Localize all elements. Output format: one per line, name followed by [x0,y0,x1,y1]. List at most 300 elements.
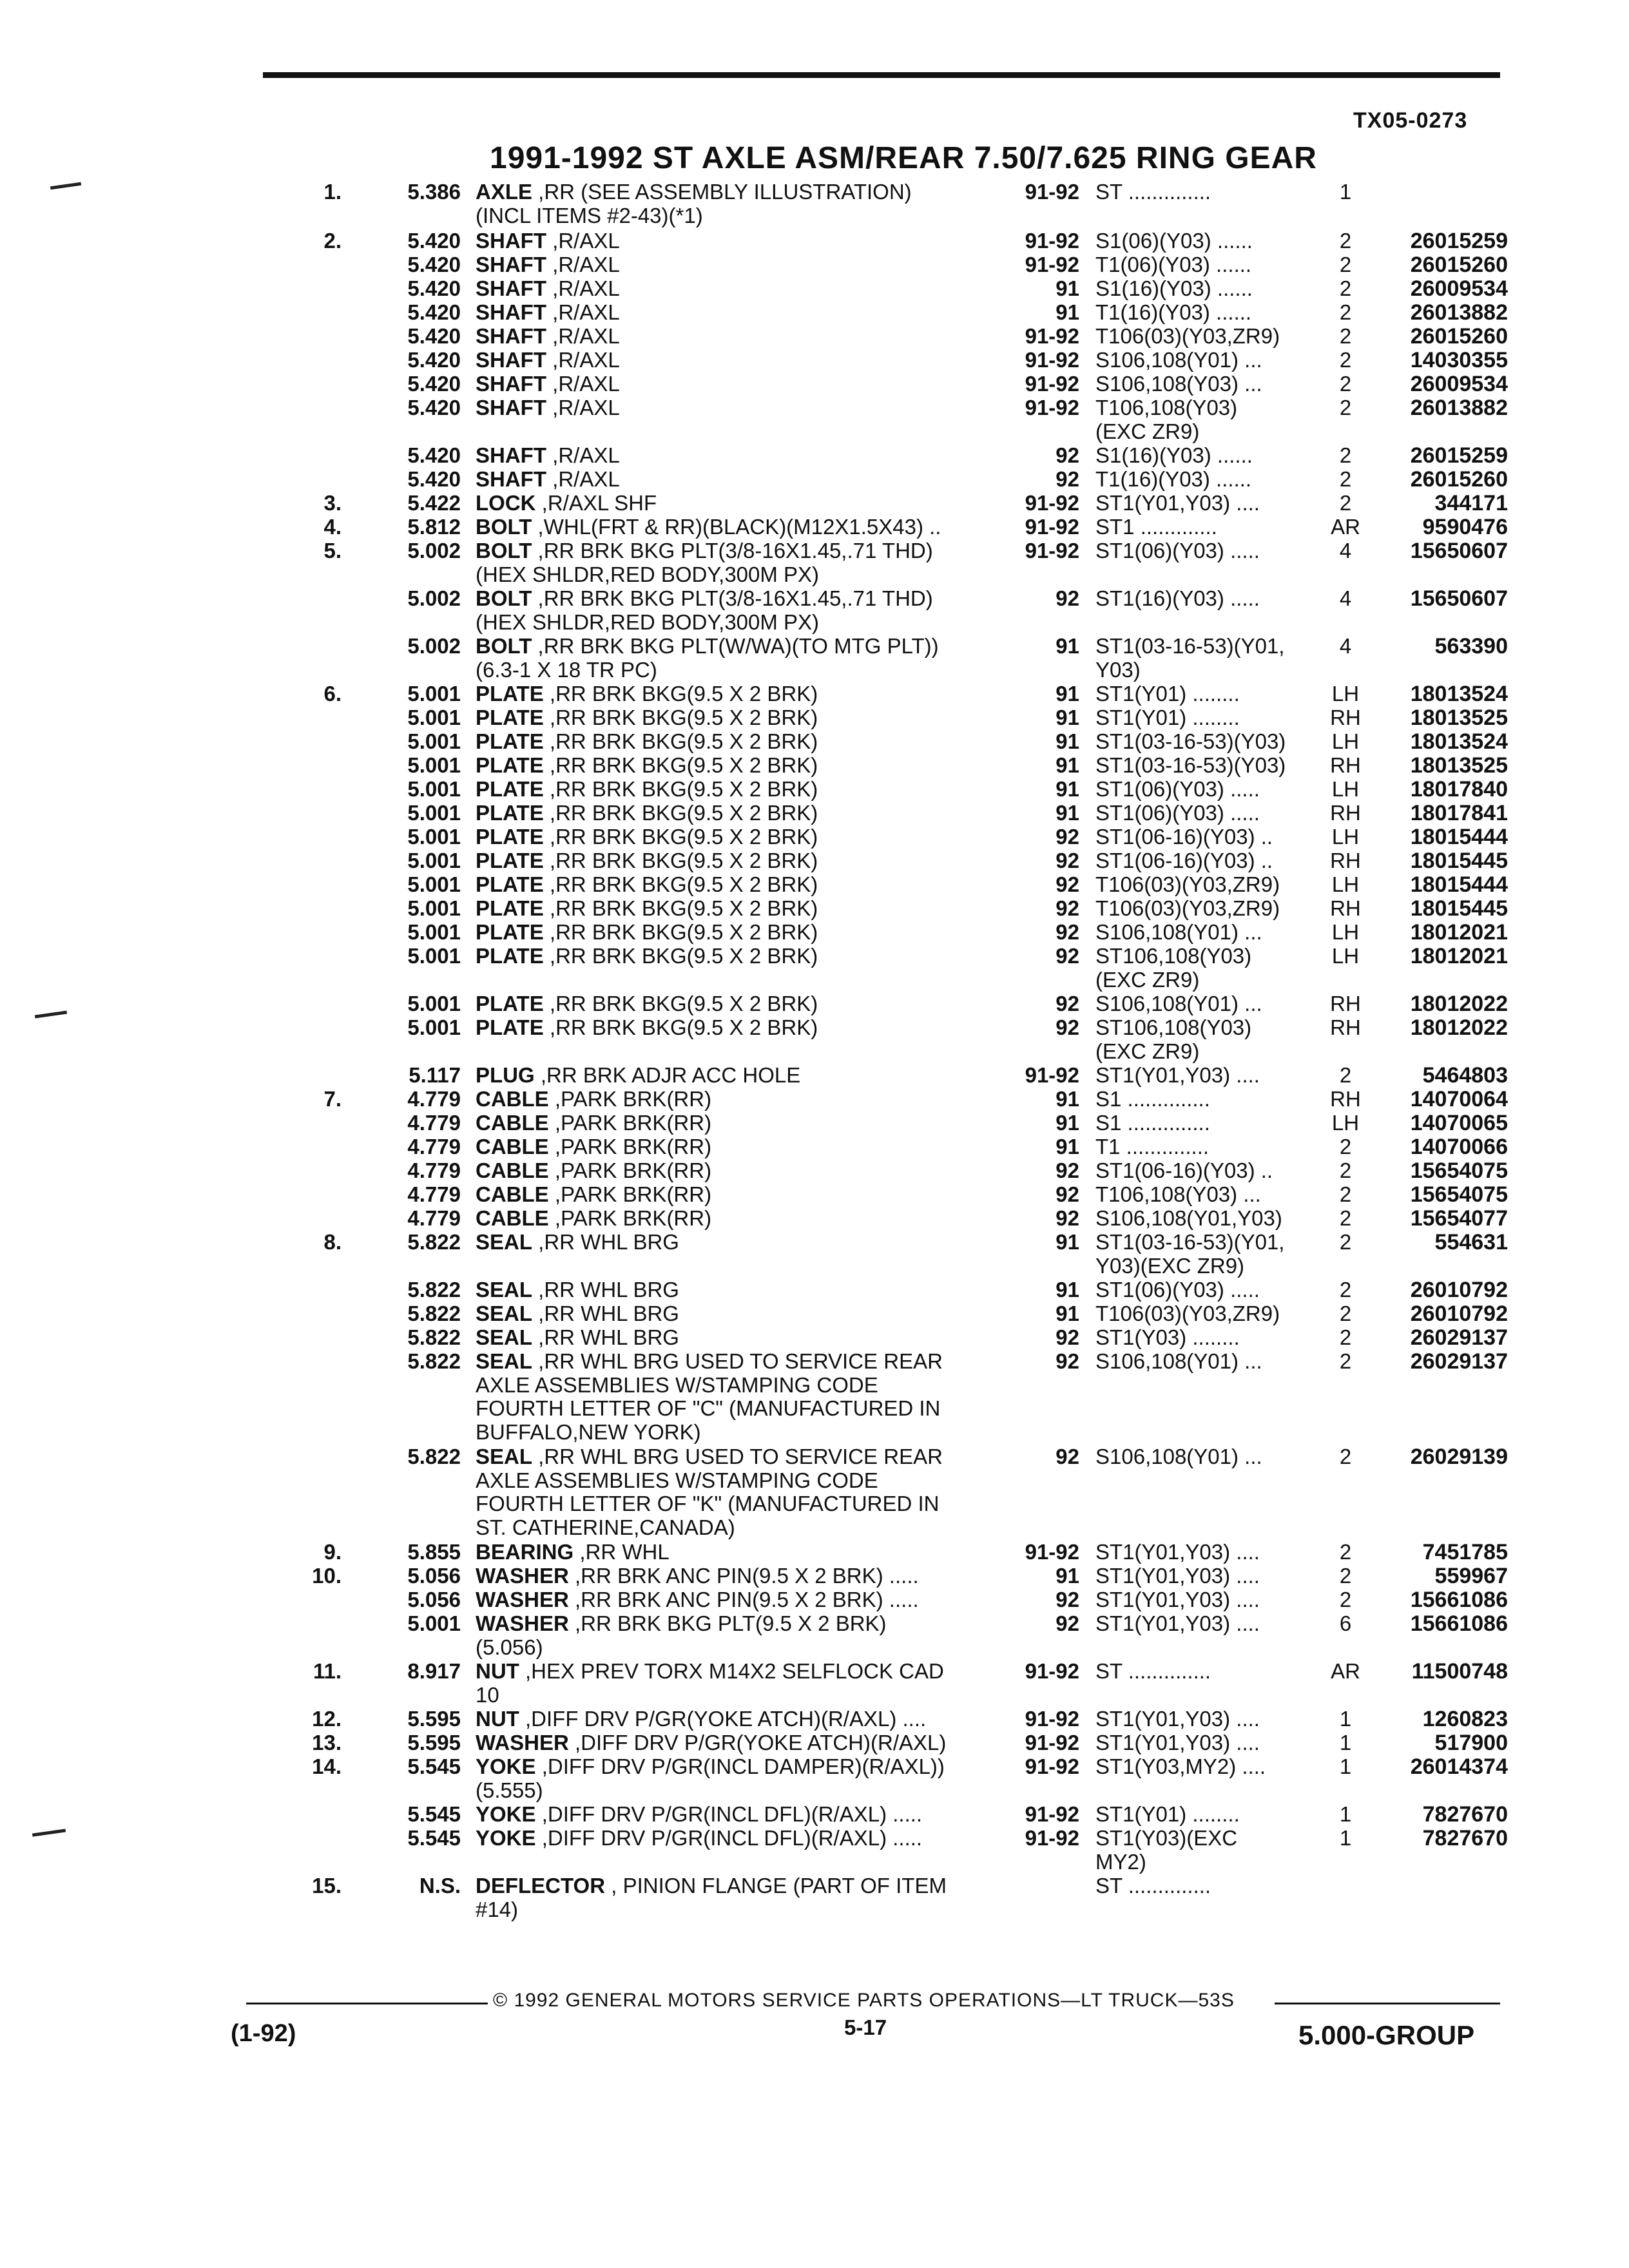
part-description [476,1135,1010,1159]
page-number: 5-17 [844,2015,887,2039]
model-year: 91-92 [1025,229,1079,253]
part-detail: ,R/AXL [546,372,620,396]
model-year: 91 [1055,801,1079,825]
part-number: 18013525 [1410,753,1508,778]
model-year: 91-92 [1025,515,1079,539]
part-description [476,730,1010,754]
quantity: 2 [1339,300,1352,324]
quantity: 4 [1339,634,1352,658]
model-year: 92 [1055,586,1079,610]
part-number: 26015260 [1410,324,1508,349]
part-description [476,1278,1010,1302]
group-number: 5.056 [407,1564,461,1588]
part-name: PLATE [476,706,544,729]
model-code: ST1(03-16-53)(Y01, Y03) [1095,635,1285,682]
group-number: 5.056 [407,1588,461,1611]
quantity: RH [1330,1087,1361,1111]
part-description [476,1707,1010,1731]
part-detail: ,RR BRK BKG(9.5 X 2 BRK) [543,921,818,944]
model-code: S106,108(Y01) ... [1095,992,1262,1015]
part-name: SHAFT [476,444,546,467]
part-number: 7827670 [1422,1826,1508,1850]
group-number: 5.001 [407,944,461,968]
quantity: 4 [1339,539,1352,562]
group-number: 5.855 [407,1540,461,1564]
model-code: ST .............. [1095,1660,1211,1683]
part-name: SHAFT [476,229,546,253]
item-number: 4. [323,515,342,539]
part-description [476,515,1010,539]
quantity: 2 [1339,1302,1352,1325]
part-detail: ,RR BRK BKG(9.5 X 2 BRK) [543,682,818,706]
model-year: 91 [1055,753,1079,777]
part-detail: ,RR BRK ANC PIN(9.5 X 2 BRK) ..... [568,1564,919,1588]
part-description [476,325,1010,349]
part-description [476,802,1010,825]
part-detail: ,RR BRK BKG PLT(3/8-16X1.45,.71 THD) (HEX SHLDR,RED BODY,300M PX) [476,539,933,586]
model-code: S1 .............. [1095,1088,1210,1111]
part-number: 18015445 [1410,896,1508,921]
item-number: 11. [313,1659,342,1683]
part-detail: ,PARK BRK(RR) [548,1183,712,1206]
part-number: 14070065 [1410,1111,1508,1135]
part-description [476,492,1010,515]
model-code: S106,108(Y01) ... [1095,349,1262,372]
part-name: SHAFT [476,396,546,419]
part-number: 15661086 [1410,1588,1508,1612]
part-detail: ,R/AXL [546,301,620,324]
part-name: WASHER [476,1731,569,1754]
quantity: 2 [1339,1182,1352,1206]
part-name: LOCK [476,492,536,515]
part-detail: ,PARK BRK(RR) [548,1135,712,1158]
part-detail: ,R/AXL [546,444,620,467]
group-number: 5.420 [407,253,461,276]
part-description [476,778,1010,802]
part-detail: ,RR BRK BKG(9.5 X 2 BRK) [543,778,818,801]
part-detail: ,RR BRK BKG PLT(3/8-16X1.45,.71 THD) (HEX SHLDR,RED BODY,300M PX) [476,587,933,634]
model-code: T106,108(Y03) (EXC ZR9) [1095,396,1238,443]
model-year: 92 [1055,443,1079,467]
model-year: 92 [1055,1325,1079,1349]
quantity: 2 [1339,324,1352,348]
group-number: 5.001 [407,825,461,849]
part-number: 26029137 [1410,1325,1508,1350]
model-code: T106,108(Y03) ... [1095,1183,1261,1206]
item-number: 10. [312,1564,342,1588]
quantity: 2 [1339,1063,1352,1087]
model-code: S106,108(Y03) ... [1095,372,1262,396]
footer-rule-left [246,2003,488,2004]
part-name: PLATE [476,992,544,1015]
model-code: ST1(03-16-53)(Y03) [1095,754,1286,777]
part-number: 26015259 [1410,443,1508,468]
group-number: 5.420 [407,229,461,253]
part-number: 14070064 [1410,1087,1508,1111]
group-number: 5.545 [407,1802,461,1826]
quantity: 2 [1339,443,1352,467]
group-number: 5.420 [407,372,461,396]
part-number: 26013882 [1410,396,1508,420]
part-name: YOKE [476,1755,536,1778]
item-number: 15. [312,1874,342,1898]
model-code: ST1(Y01,Y03) .... [1095,1064,1260,1087]
group-number: 5.822 [407,1349,461,1373]
part-number: 26009534 [1410,276,1508,301]
group-number: 5.420 [407,396,461,419]
part-name: NUT [476,1660,519,1683]
part-number: 18017840 [1410,777,1508,802]
model-year: 91 [1055,1278,1079,1302]
part-name: SEAL [476,1350,533,1373]
quantity: 1 [1339,1731,1352,1754]
part-number: 11500748 [1411,1659,1508,1684]
quantity: 2 [1339,396,1352,419]
part-description [476,1207,1010,1231]
quantity: 1 [1339,1826,1352,1850]
part-description [476,277,1010,301]
item-number: 5. [323,539,342,562]
part-name: PLATE [476,1016,544,1039]
group-number: 5.420 [407,324,461,348]
model-year: 91 [1055,706,1079,729]
model-code: ST1(Y01) ........ [1095,1803,1240,1826]
model-code: S106,108(Y01) ... [1095,1350,1262,1373]
model-code: ST1(06-16)(Y03) .. [1095,849,1273,872]
group-number: 5.812 [407,515,461,539]
part-number: 18013524 [1410,729,1508,754]
part-number: 18015444 [1410,872,1508,897]
part-detail: ,RR BRK BKG PLT(9.5 X 2 BRK) (5.056) [476,1612,887,1659]
part-number: 15654077 [1410,1206,1508,1231]
group-number: 5.822 [407,1445,461,1468]
group-number: 5.117 [409,1063,461,1087]
model-year: 91 [1055,1111,1079,1135]
part-detail: ,R/AXL [546,253,620,276]
part-detail: ,RR BRK BKG(9.5 X 2 BRK) [543,873,818,896]
group-number: 5.422 [407,491,461,515]
model-year: 91-92 [1025,1731,1079,1754]
quantity: RH [1330,1015,1361,1039]
part-name: AXLE [476,180,533,204]
model-code: ST1(06)(Y03) ..... [1095,802,1260,825]
part-name: SHAFT [476,277,546,300]
model-code: ST1(06)(Y03) ..... [1095,1278,1260,1302]
model-year: 92 [1055,1588,1079,1611]
part-detail: ,RR WHL BRG USED TO SERVICE REAR AXLE ASSEMBLIES W/STAMPING CODE FOURTH LETTER OF "K" (MANUFACTURED IN ST. CATHERINE,CANADA) [476,1445,943,1539]
part-number: 26009534 [1410,372,1508,396]
group-number: 4.779 [407,1158,461,1182]
part-description [476,897,1010,921]
part-description [476,253,1010,277]
quantity: 2 [1339,1158,1352,1182]
part-name: SEAL [476,1231,533,1254]
model-year: 91-92 [1025,1540,1079,1564]
part-description [476,1088,1010,1111]
model-year: 91-92 [1025,1826,1079,1850]
part-detail: ,RR (SEE ASSEMBLY ILLUSTRATION) (INCL ITEMS #2-43)(*1) [476,180,912,227]
model-year: 92 [1055,849,1079,872]
part-name: NUT [476,1707,519,1731]
part-number: 559967 [1434,1564,1508,1588]
part-name: YOKE [476,1803,536,1826]
part-name: PLATE [476,897,544,920]
part-description [476,372,1010,396]
group-number: 5.822 [407,1230,461,1254]
model-year: 91-92 [1025,253,1079,276]
part-description [476,1302,1010,1326]
part-name: PLATE [476,921,544,944]
part-detail: ,R/AXL SHF [535,492,657,515]
part-name: CABLE [476,1088,549,1111]
group-number: 5.001 [407,729,461,753]
part-number: 517900 [1434,1731,1508,1755]
part-number: 26015259 [1410,229,1508,253]
part-number: 18017841 [1410,801,1508,825]
part-name: SEAL [476,1326,533,1349]
model-code: ST1(06-16)(Y03) .. [1095,1159,1273,1182]
item-number: 8. [323,1230,342,1254]
quantity: RH [1330,753,1361,777]
part-number: 18013525 [1410,706,1508,730]
part-detail: ,RR BRK ADJR ACC HOLE [534,1064,801,1087]
group-number: 5.595 [407,1707,461,1731]
part-description [476,396,1010,420]
model-year: 92 [1055,1182,1079,1206]
model-code: T1(16)(Y03) ...... [1095,468,1252,491]
group-number: 5.001 [407,896,461,920]
model-code: ST1(16)(Y03) ..... [1095,587,1260,610]
part-name: SHAFT [476,349,546,372]
part-name: SEAL [476,1278,533,1302]
model-code: ST1(Y01) ........ [1095,682,1240,706]
group-number: 4.779 [407,1087,461,1111]
group-number: 5.420 [407,348,461,372]
model-code: ST1(Y03) ........ [1095,1326,1240,1349]
part-description [476,1803,1010,1827]
part-detail: ,RR BRK BKG(9.5 X 2 BRK) [543,849,818,872]
part-description [476,301,1010,325]
part-description [476,180,1010,227]
part-name: WASHER [476,1612,569,1635]
model-code: T106(03)(Y03,ZR9) [1095,873,1280,896]
part-name: SHAFT [476,253,546,276]
part-name: YOKE [476,1827,536,1850]
part-number: 14070066 [1410,1135,1508,1159]
model-year: 91-92 [1025,1802,1079,1826]
group-number: 5.545 [407,1754,461,1778]
model-year: 91 [1055,777,1079,801]
part-detail: ,R/AXL [546,277,620,300]
quantity: 1 [1339,1802,1352,1826]
model-year: 92 [1055,1206,1079,1230]
model-code: ST1(03-16-53)(Y03) [1095,730,1286,753]
part-description [476,1231,1010,1254]
part-detail: ,DIFF DRV P/GR(YOKE ATCH)(R/AXL) .... [519,1707,927,1731]
part-detail: ,RR WHL BRG [532,1326,679,1349]
part-description [476,587,1010,634]
part-number: 15654075 [1410,1182,1508,1207]
part-name: BOLT [476,515,532,539]
quantity: 6 [1339,1611,1352,1635]
quantity: 1 [1339,1754,1352,1778]
model-code: T1(06)(Y03) ...... [1095,253,1252,276]
model-year: 91-92 [1025,348,1079,372]
quantity: RH [1330,706,1361,729]
model-year: 91-92 [1025,396,1079,419]
part-detail: ,RR BRK BKG(9.5 X 2 BRK) [543,730,818,753]
part-name: SHAFT [476,372,546,396]
group-number: 4.779 [407,1111,461,1135]
part-description [476,1874,1010,1921]
part-description [476,1445,1010,1539]
part-number: 1260823 [1422,1707,1508,1731]
quantity: LH [1331,944,1360,968]
part-name: PLATE [476,754,544,777]
quantity: AR [1331,1659,1360,1683]
model-year: 91 [1055,1135,1079,1158]
model-code: ST1(06)(Y03) ..... [1095,778,1260,801]
quantity: RH [1330,896,1361,920]
footer-date-code: (1-92) [231,2020,296,2047]
model-year: 92 [1055,1349,1079,1373]
quantity: 2 [1339,372,1352,396]
part-name: PLATE [476,945,544,968]
group-number: 5.420 [407,443,461,467]
part-description [476,468,1010,492]
part-number: 7451785 [1422,1540,1508,1564]
quantity: 2 [1339,1135,1352,1158]
page-title: 1991-1992 ST AXLE ASM/REAR 7.50/7.625 RING GEAR [490,141,1317,175]
part-number: 554631 [1434,1230,1508,1254]
model-code: T106(03)(Y03,ZR9) [1095,325,1280,348]
group-label: 5.000-GROUP [1298,2020,1475,2050]
item-number: 6. [323,682,342,706]
group-number: 5.420 [407,276,461,300]
quantity: LH [1331,777,1360,801]
model-code: ST1(Y03)(EXC MY2) [1095,1827,1238,1874]
item-number: 3. [323,491,342,515]
model-code: S1(06)(Y03) ...... [1095,229,1253,253]
model-year: 91-92 [1025,1659,1079,1683]
quantity: 2 [1339,253,1352,276]
part-name: WASHER [476,1564,569,1588]
model-code: ST1(Y01) ........ [1095,706,1240,729]
quantity: 2 [1339,1445,1352,1468]
part-name: PLATE [476,849,544,872]
part-number: 18012022 [1410,992,1508,1016]
model-code: ST1(Y03,MY2) .... [1095,1755,1266,1778]
part-description [476,635,1010,682]
group-number: 5.001 [407,706,461,729]
part-number: 15650607 [1410,539,1508,563]
part-detail: ,PARK BRK(RR) [548,1111,712,1135]
part-detail: ,R/AXL [546,396,620,419]
part-detail: , PINION FLANGE (PART OF ITEM #14) [476,1874,947,1921]
model-code: T1(16)(Y03) ...... [1095,301,1252,324]
part-number: 14030355 [1410,348,1508,372]
model-code: ST1(03-16-53)(Y01, Y03)(EXC ZR9) [1095,1231,1285,1278]
part-name: SEAL [476,1302,533,1325]
part-description [476,1111,1010,1135]
part-detail: ,RR BRK BKG(9.5 X 2 BRK) [543,897,818,920]
model-code: S1(16)(Y03) ...... [1095,277,1253,300]
part-number: 26029137 [1410,1349,1508,1374]
group-number: 5.420 [407,467,461,491]
part-name: SHAFT [476,468,546,491]
part-detail: ,PARK BRK(RR) [548,1088,712,1111]
item-number: 14. [312,1754,342,1778]
part-name: BEARING [476,1541,574,1564]
part-description [476,849,1010,873]
part-detail: ,RR BRK BKG(9.5 X 2 BRK) [543,754,818,777]
model-year: 92 [1055,1611,1079,1635]
quantity: 2 [1339,229,1352,253]
model-code: ST1(06-16)(Y03) .. [1095,825,1273,849]
quantity: 2 [1339,491,1352,515]
model-code: ST1 ............. [1095,515,1217,539]
model-code: ST1(06)(Y03) ..... [1095,539,1260,562]
quantity: 2 [1339,1349,1352,1373]
item-number: 1. [323,180,342,204]
part-detail: ,RR BRK BKG(9.5 X 2 BRK) [543,825,818,849]
model-year: 91-92 [1025,1063,1079,1087]
model-year: 92 [1055,467,1079,491]
part-detail: ,RR WHL BRG [532,1302,679,1325]
part-name: CABLE [476,1183,549,1206]
model-code: ST1(Y01,Y03) .... [1095,1612,1260,1635]
quantity: 1 [1339,180,1352,204]
quantity: 4 [1339,586,1352,610]
quantity: 2 [1339,1564,1352,1588]
part-description [476,825,1010,849]
part-detail: ,RR WHL [574,1541,670,1564]
part-description [476,1612,1010,1659]
part-name: PLUG [476,1064,535,1087]
part-description [476,444,1010,468]
part-name: BOLT [476,635,532,658]
part-name: PLATE [476,873,544,896]
model-code: T1 .............. [1095,1135,1210,1158]
part-number: 18015444 [1410,825,1508,849]
part-number: 7827670 [1422,1802,1508,1827]
part-description [476,921,1010,945]
part-detail: ,RR BRK BKG(9.5 X 2 BRK) [543,802,818,825]
model-code: T106(03)(Y03,ZR9) [1095,897,1280,920]
model-year: 91 [1055,300,1079,324]
group-number: 8.917 [407,1659,461,1683]
quantity: 2 [1339,1230,1352,1254]
part-description [476,682,1010,706]
group-number: 5.001 [407,777,461,801]
part-number: 18012022 [1410,1015,1508,1040]
part-number: 26029139 [1410,1445,1508,1469]
model-year: 91-92 [1025,539,1079,562]
part-name: BOLT [476,587,532,610]
part-number: 26013882 [1410,300,1508,325]
part-name: PLATE [476,802,544,825]
model-year: 92 [1055,920,1079,944]
model-year: 91 [1055,1230,1079,1254]
part-description [476,1755,1010,1802]
part-number: 344171 [1434,491,1508,515]
part-name: WASHER [476,1588,569,1611]
part-description [476,1183,1010,1207]
part-detail: ,R/AXL [546,325,620,348]
part-name: SEAL [476,1445,533,1468]
part-detail: ,PARK BRK(RR) [548,1207,712,1230]
part-name: PLATE [476,730,544,753]
